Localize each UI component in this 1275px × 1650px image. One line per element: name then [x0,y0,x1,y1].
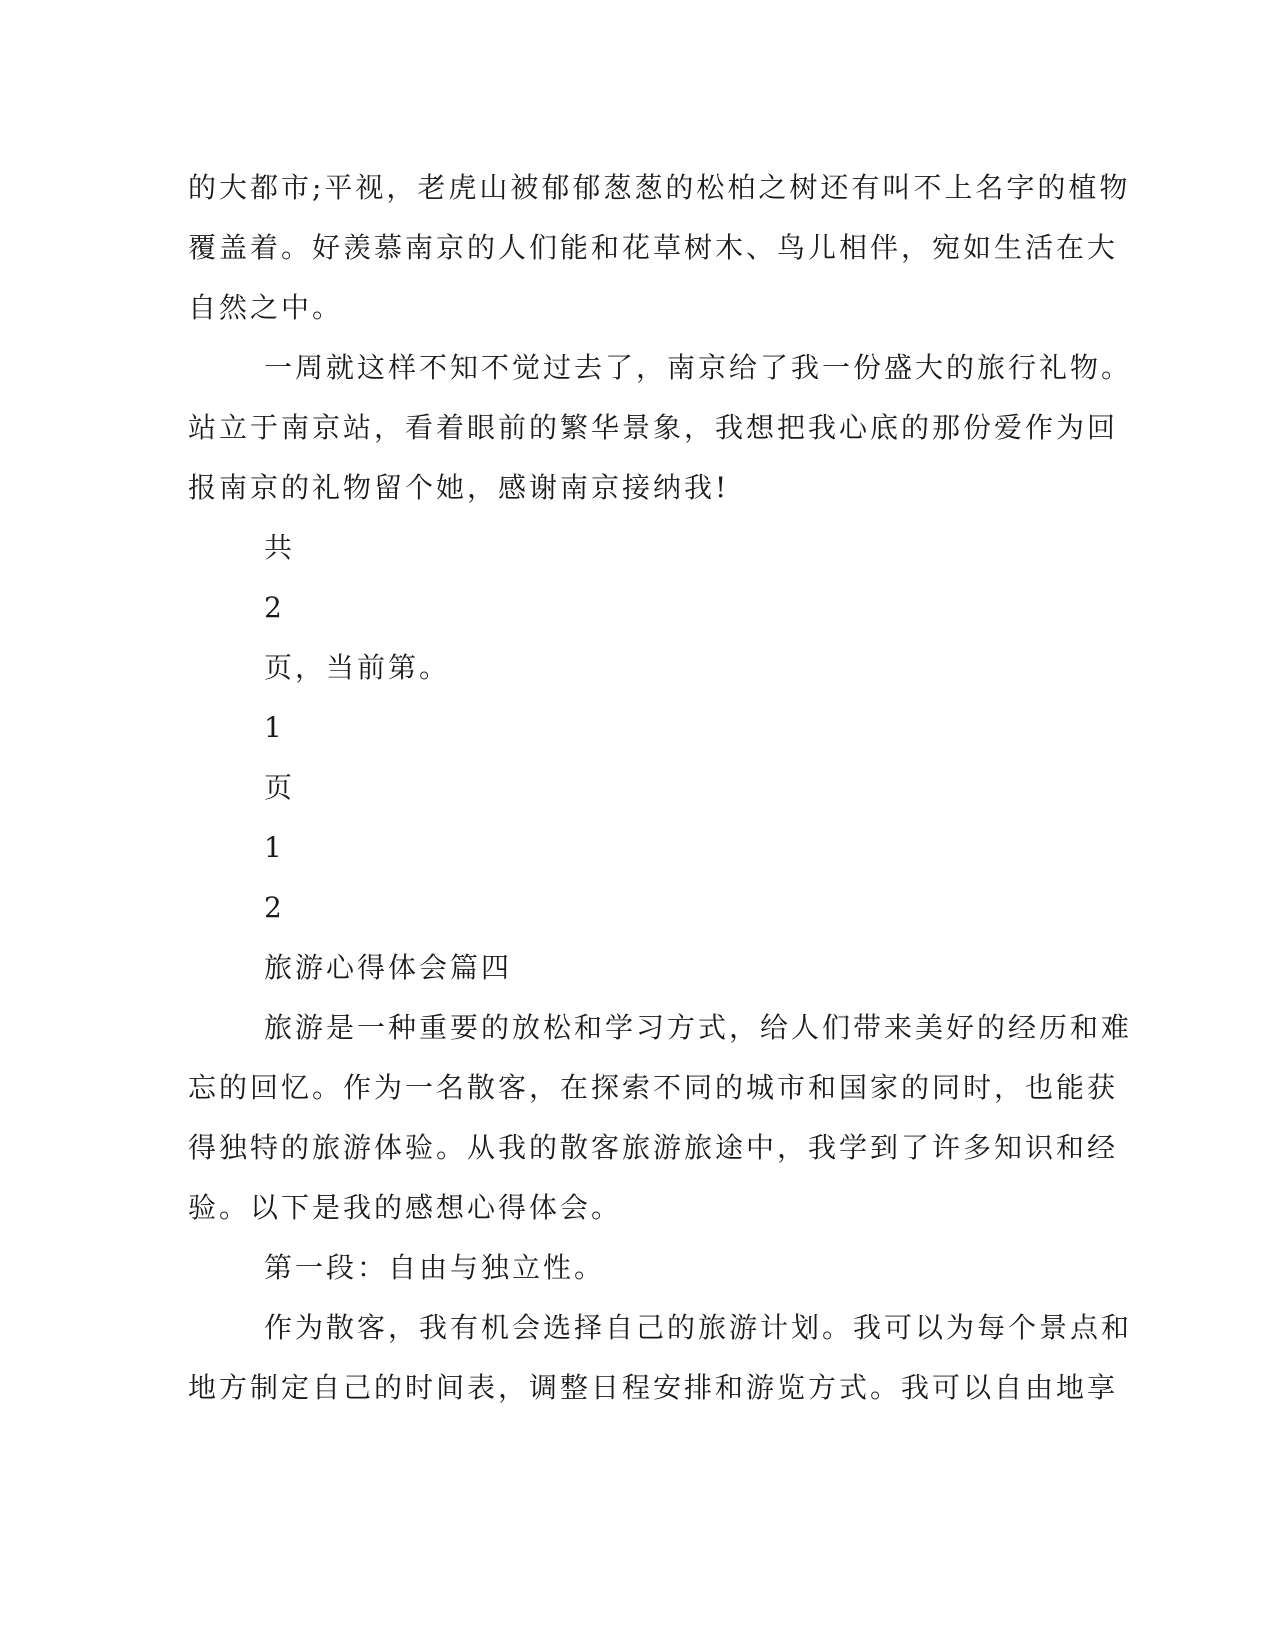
text-line: 验。以下是我的感想心得体会。 [188,1191,623,1224]
text-line: 忘的回忆。作为一名散客，在探索不同的城市和国家的同时，也能获 [188,1071,1119,1104]
text-line: 自然之中。 [188,291,344,324]
text-line: 作为散客，我有机会选择自己的旅游计划。我可以为每个景点和 [264,1311,1133,1344]
current-page-value: 1 [264,711,282,744]
text-line: 覆盖着。好羡慕南京的人们能和花草树木、鸟儿相伴，宛如生活在大 [188,231,1119,264]
text-line: 地方制定自己的时间表，调整日程安排和游览方式。我可以自由地享 [188,1371,1119,1404]
section-heading: 旅游心得体会篇四 [264,951,513,984]
page-link-2: 2 [264,891,282,924]
text-line: 一周就这样不知不觉过去了，南京给了我一份盛大的旅行礼物。 [264,351,1133,384]
subsection-heading: 第一段：自由与独立性。 [264,1251,606,1284]
page-link-1: 1 [264,831,282,864]
text-line: 旅游是一种重要的放松和学习方式，给人们带来美好的经历和难 [264,1011,1133,1044]
page-unit-label: 页 [264,771,296,804]
page-count-value: 2 [264,591,282,624]
current-page-label: 页，当前第。 [264,651,451,684]
text-line: 的大都市;平视，老虎山被郁郁葱葱的松柏之树还有叫不上名字的植物 [188,171,1131,204]
text-line: 报南京的礼物留个她，感谢南京接纳我! [188,471,730,504]
page-count-label: 共 [264,531,296,564]
text-line: 得独特的旅游体验。从我的散客旅游旅途中，我学到了许多知识和经 [188,1131,1119,1164]
text-line: 站立于南京站，看着眼前的繁华景象，我想把我心底的那份爱作为回 [188,411,1119,444]
